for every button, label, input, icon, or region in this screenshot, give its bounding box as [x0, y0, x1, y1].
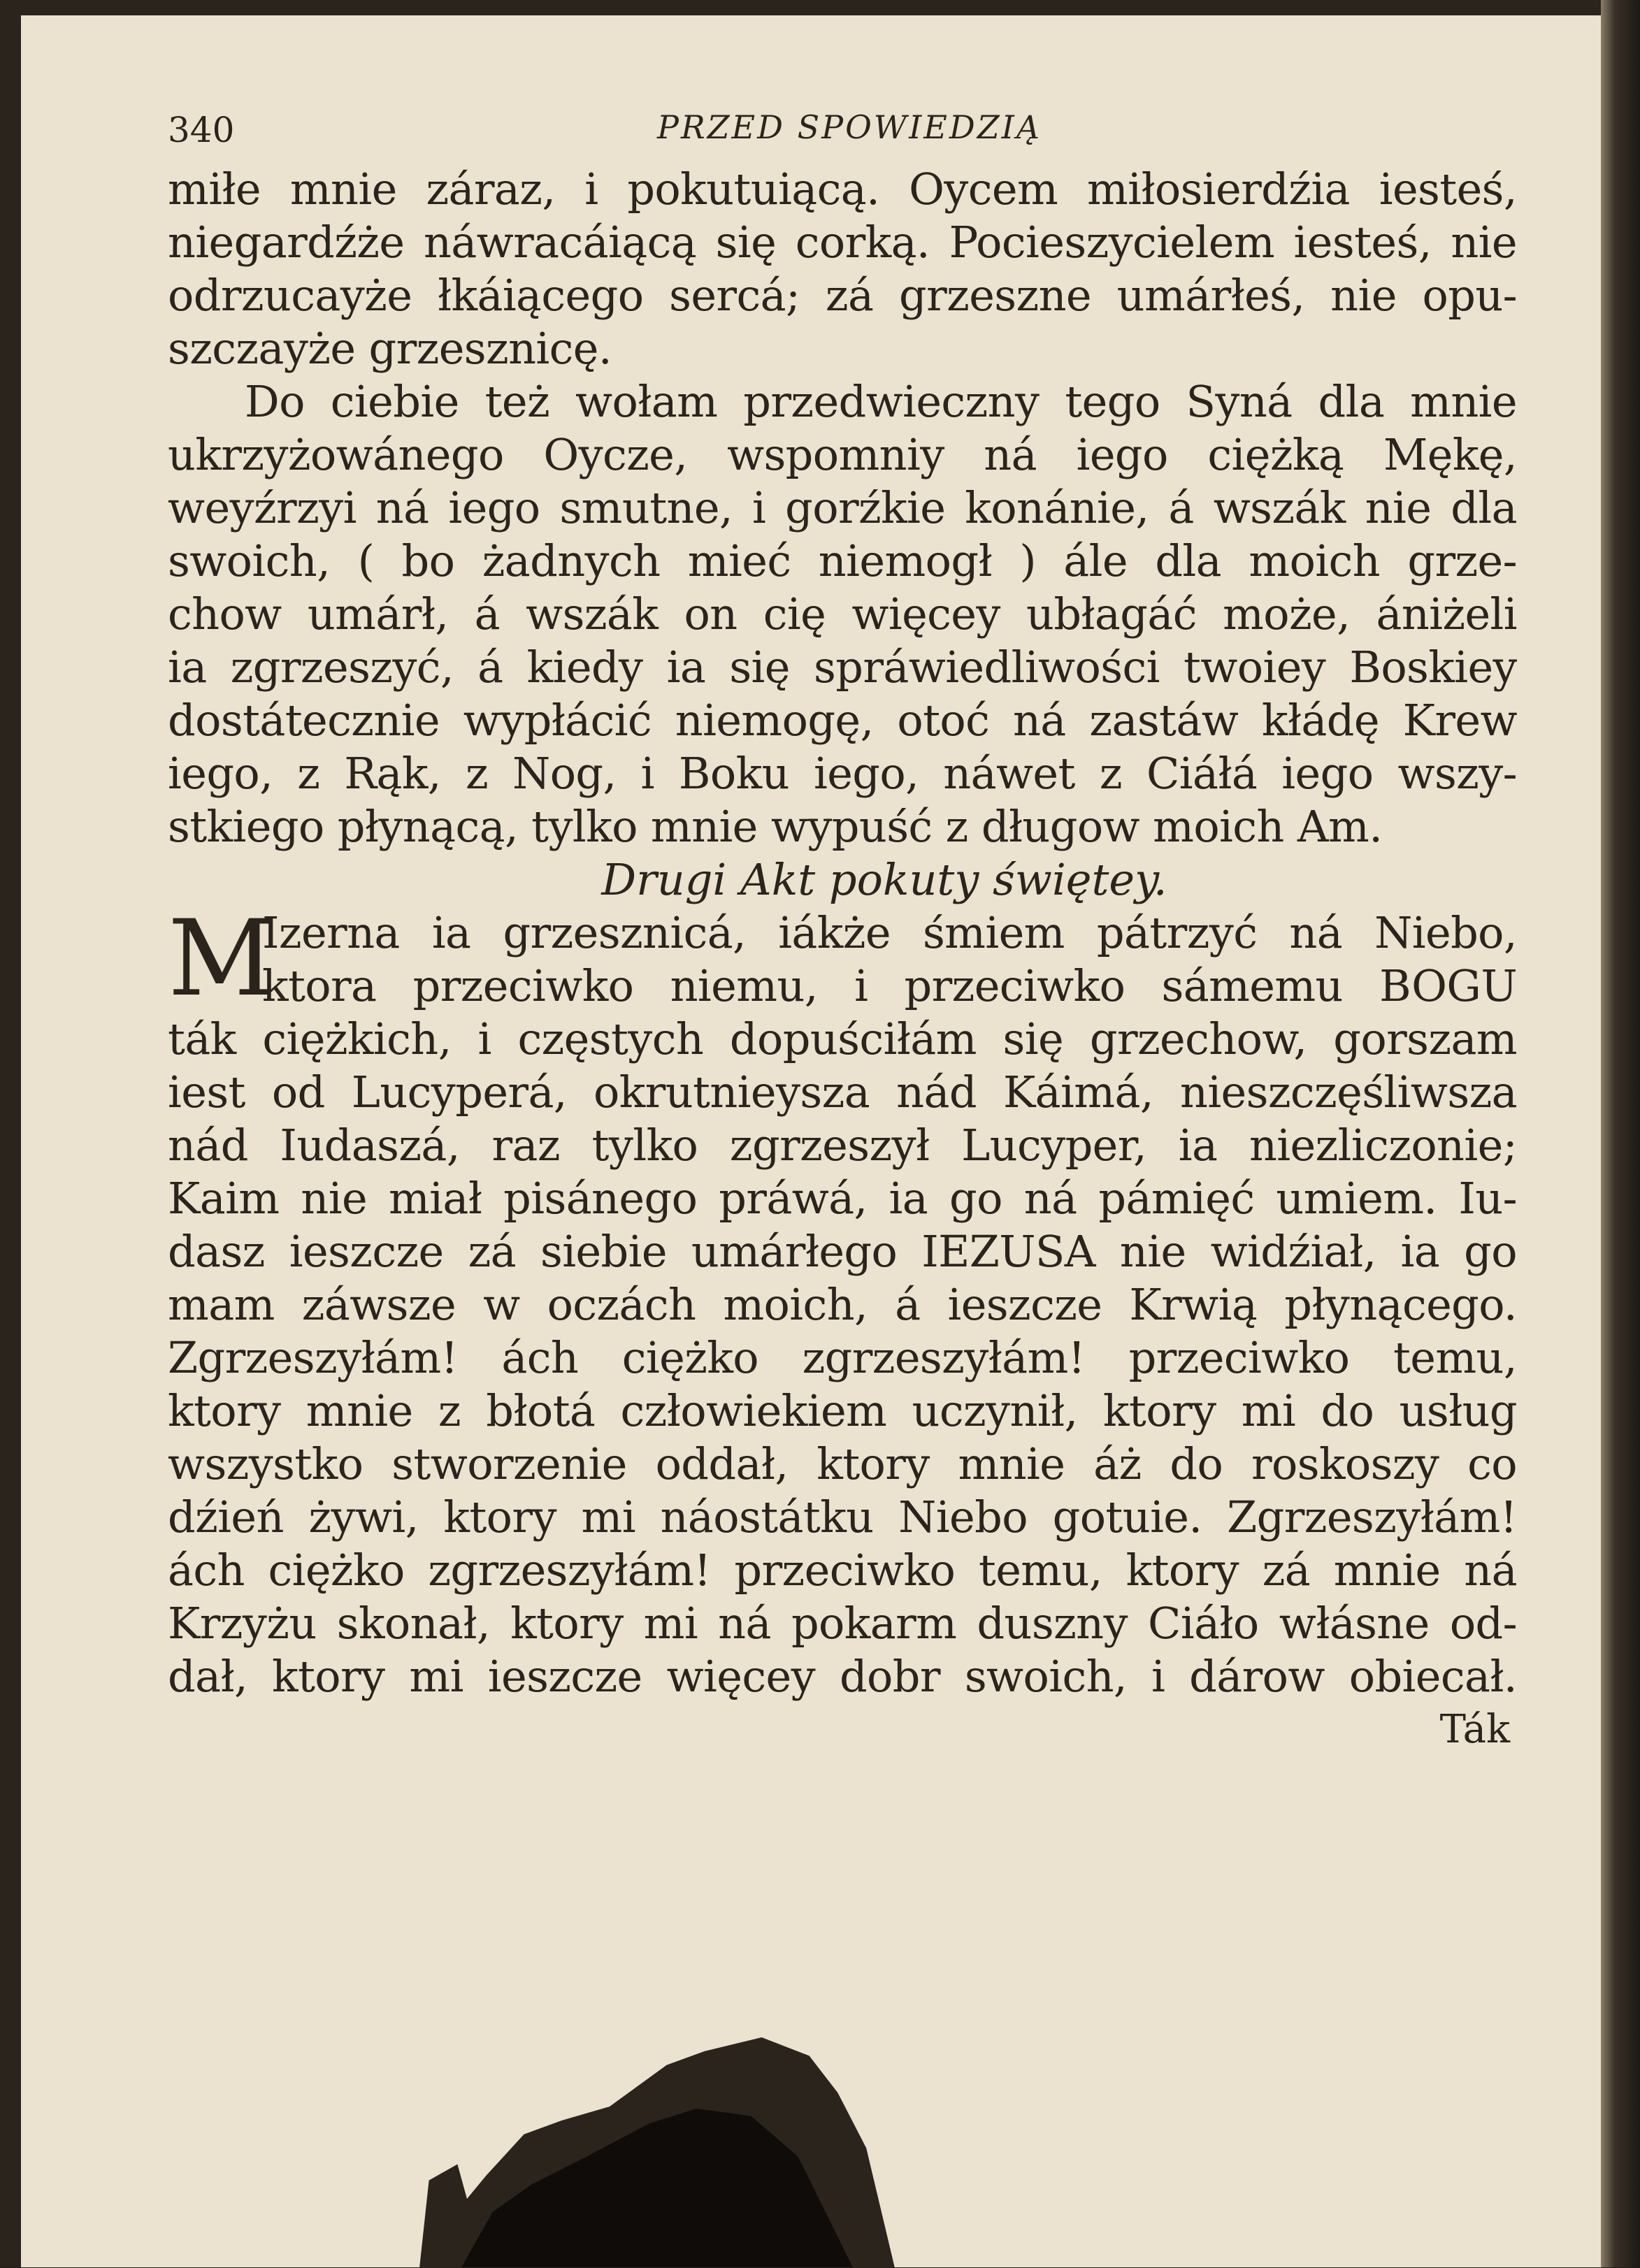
text-line: chow umárł, á wszák on cię więcey ubłagáć może, ániżeli [168, 588, 1517, 640]
page-number: 340 [168, 110, 235, 150]
text-line: dał, ktory mi ieszcze więcey dobr swoich, i dárow obiecał. [168, 1651, 1517, 1702]
text-line: Izerna ia grzesznicá, iákże śmiem pátrzyć ná Niebo, [262, 907, 1517, 958]
text-line: miłe mnie záraz, i pokutuiącą. Oycem miłosierdźia iesteś, [168, 164, 1517, 215]
text-line: ktory mnie z błotá człowiekiem uczynił, ktory mi do usług [168, 1385, 1517, 1436]
text-line: Do ciebie też wołam przedwieczny tego Syná dla mnie [245, 376, 1517, 427]
text-line: dostátecznie wypłácić niemogę, otoć ná zastáw kłádę Krew [168, 695, 1517, 746]
scan-border-left [0, 0, 21, 2267]
text-line: niegardźże náwracáiącą się corką. Pocieszycielem iesteś, nie [168, 217, 1517, 268]
paragraph-3 [168, 898, 1517, 1703]
text-line: ktora przeciwko niemu, i przeciwko sámemu BOGU [262, 960, 1517, 1011]
text-line: iego, z Rąk, z Nog, i Boku iego, náwet z Ciáłá iego wszy- [168, 748, 1517, 799]
scan-border-top [0, 0, 1640, 15]
paragraph-1 [168, 163, 1517, 375]
section-heading: Drugi Akt pokuty świętey. [601, 854, 1167, 905]
text-block [168, 101, 1517, 1756]
text-line: iest od Lucyperá, okrutnieysza nád Káimá, nieszczęśliwsza [168, 1067, 1517, 1118]
text-line: mam záwsze w oczách moich, á ieszcze Krwią płynącego. [168, 1279, 1517, 1330]
drop-cap: M [168, 898, 275, 1020]
text-line: wszystko stworzenie oddał, ktory mnie áż do roskoszy co [168, 1438, 1517, 1489]
text-line: Zgrzeszyłám! ách ciężko zgrzeszyłám! przeciwko temu, [168, 1332, 1517, 1383]
text-line: Krzyżu skonał, ktory mi ná pokarm duszny Ciáło włásne od- [168, 1598, 1517, 1649]
running-title: PRZED SPOWIEDZIĄ [657, 108, 1042, 146]
paragraph-2 [168, 375, 1517, 853]
text-line: ia zgrzeszyć, á kiedy ia się spráwiedliwości twoiey Boskiey [168, 642, 1517, 693]
text-line: szczayże grzesznicę. [168, 323, 612, 374]
text-line: ukrzyżowánego Oycze, wspomniy ná iego ciężką Mękę, [168, 429, 1517, 480]
text-line: ách ciężko zgrzeszyłám! przeciwko temu, ktory zá mnie ná [168, 1545, 1517, 1596]
text-line: stkiego płynącą, tylko mnie wypuść z długow moich Am. [168, 801, 1383, 852]
running-head [168, 101, 1517, 163]
text-line: odrzucayże łkáiącego sercá; zá grzeszne umárłeś, nie opu- [168, 270, 1517, 321]
text-line: dźień żywi, ktory mi náostátku Niebo gotuie. Zgrzeszyłám! [168, 1491, 1517, 1543]
catchword: Ták [1439, 1707, 1510, 1752]
text-line: ták ciężkich, i częstych dopuściłám się grzechow, gorszam [168, 1013, 1517, 1064]
text-line: weyźrzyi ná iego smutne, i gorźkie konánie, á wszák nie dla [168, 482, 1517, 533]
text-line: Kaim nie miał pisánego práwá, ia go ná pámięć umiem. Iu- [168, 1173, 1517, 1224]
adjacent-page-edge [1601, 0, 1640, 2267]
text-line: dasz ieszcze zá siebie umárłego IEZUSA nie widźiał, ia go [168, 1226, 1517, 1277]
text-line: nád Iudaszá, raz tylko zgrzeszył Lucyper, ia niezliczonie; [168, 1120, 1517, 1171]
text-line: swoich, ( bo żadnych mieć niemogł ) ále dla moich grze- [168, 535, 1517, 586]
